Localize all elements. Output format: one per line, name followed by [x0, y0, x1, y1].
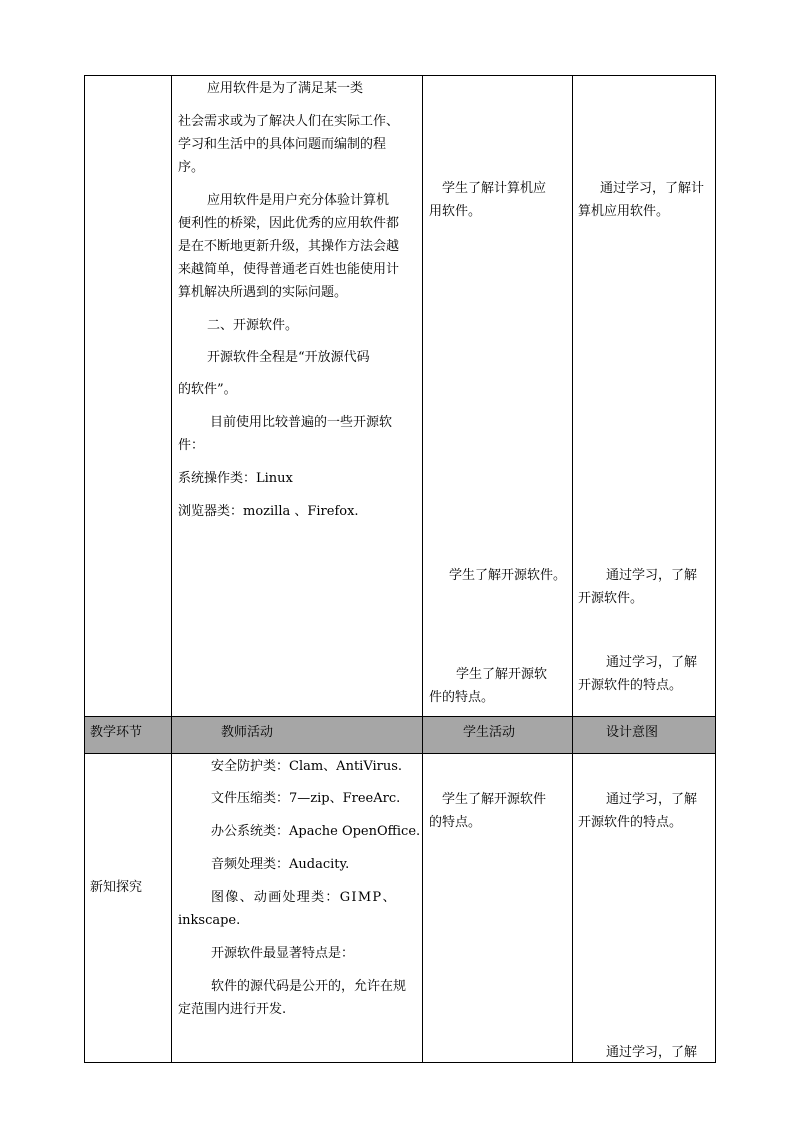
column-divider-3 [572, 75, 573, 1063]
lower-design-text-1-line-1: 通过学习，了解 [606, 792, 698, 807]
lower-design-text-2: 通过学习，了解 [606, 1045, 698, 1060]
teacher-text-2-line-1: 社会需求或为了解决人们在实际工作、 [178, 114, 400, 129]
teacher-text-3-line-4: 来越简单，使得普通老百姓也能使用计 [178, 262, 400, 277]
lower-teacher-text-6: 开源软件最显著特点是： [211, 946, 355, 961]
teacher-text-3-line-3: 是在不断地更新升级，其操作方法会越 [178, 239, 400, 254]
teacher-text-6-line-2: 件： [178, 438, 205, 453]
design-text-1-line-1: 通过学习，了解计 [600, 181, 705, 196]
student-text-3-line-1: 学生了解开源软 [456, 667, 548, 682]
teacher-text-4: 二、开源软件。 [207, 318, 299, 333]
design-text-3-line-2: 开源软件的特点。 [578, 678, 683, 693]
header-top-border [84, 716, 716, 717]
teacher-text-5a: 开源软件全程是“开放源代码 [207, 350, 370, 365]
column-divider-1 [171, 75, 172, 1063]
lower-student-text-1-line-2: 的特点。 [429, 815, 482, 830]
lower-teacher-text-7-line-1: 软件的源代码是公开的，允许在规 [211, 979, 407, 994]
lower-teacher-text-3: 办公系统类：Apache OpenOffice. [211, 824, 421, 839]
table-left-border [84, 75, 85, 1063]
student-text-3-line-2: 件的特点。 [429, 690, 495, 705]
lower-teacher-text-5-line-1: 图像、动画处理类：GIMP、 [211, 890, 397, 905]
teacher-text-1: 应用软件是为了满足某一类 [207, 81, 364, 96]
header-stage: 教学环节 [90, 725, 143, 740]
teacher-text-2-line-3: 序。 [178, 160, 205, 175]
column-divider-2 [422, 75, 423, 1063]
lower-teacher-text-2: 文件压缩类：7—zip、FreeArc. [211, 791, 401, 806]
teacher-text-2-line-2: 学习和生活中的具体问题而编制的程 [178, 137, 387, 152]
teacher-text-3-line-1: 应用软件是用户充分体验计算机 [207, 193, 390, 208]
teacher-text-6-line-1: 目前使用比较普遍的一些开源软 [210, 415, 393, 430]
lower-teacher-text-1: 安全防护类：Clam、AntiVirus. [211, 759, 403, 774]
header-bottom-border [84, 753, 716, 754]
teacher-text-8: 浏览器类：mozilla 、Firefox. [178, 504, 359, 519]
teacher-text-7: 系统操作类：Linux [178, 471, 293, 486]
header-design: 设计意图 [606, 725, 659, 740]
student-text-1-line-1: 学生了解计算机应 [442, 181, 547, 196]
student-text-1-line-2: 用软件。 [429, 204, 482, 219]
design-text-1-line-2: 算机应用软件。 [578, 204, 670, 219]
design-text-2-line-2: 开源软件。 [578, 591, 644, 606]
header-student: 学生活动 [463, 725, 516, 740]
teacher-text-3-line-2: 便利性的桥梁，因此优秀的应用软件都 [178, 216, 400, 231]
table-top-border [84, 75, 716, 76]
teacher-text-5b: 的软件”。 [178, 382, 237, 397]
student-text-2: 学生了解开源软件。 [449, 568, 567, 583]
lower-design-text-1-line-2: 开源软件的特点。 [578, 815, 683, 830]
lower-teacher-text-7-line-2: 定范围内进行开发. [178, 1002, 287, 1017]
lower-student-text-1-line-1: 学生了解开源软件 [442, 792, 547, 807]
design-text-3-line-1: 通过学习，了解 [606, 655, 698, 670]
teacher-text-3-line-5: 算机解决所遇到的实际问题。 [178, 285, 348, 300]
stage-label: 新知探究 [90, 880, 143, 895]
header-teacher: 教师活动 [221, 725, 274, 740]
design-text-2-line-1: 通过学习，了解 [606, 568, 698, 583]
lower-teacher-text-4: 音频处理类：Audacity. [211, 857, 350, 872]
lower-teacher-text-5-line-2: inkscape. [178, 913, 241, 928]
table-right-border [715, 75, 716, 1063]
